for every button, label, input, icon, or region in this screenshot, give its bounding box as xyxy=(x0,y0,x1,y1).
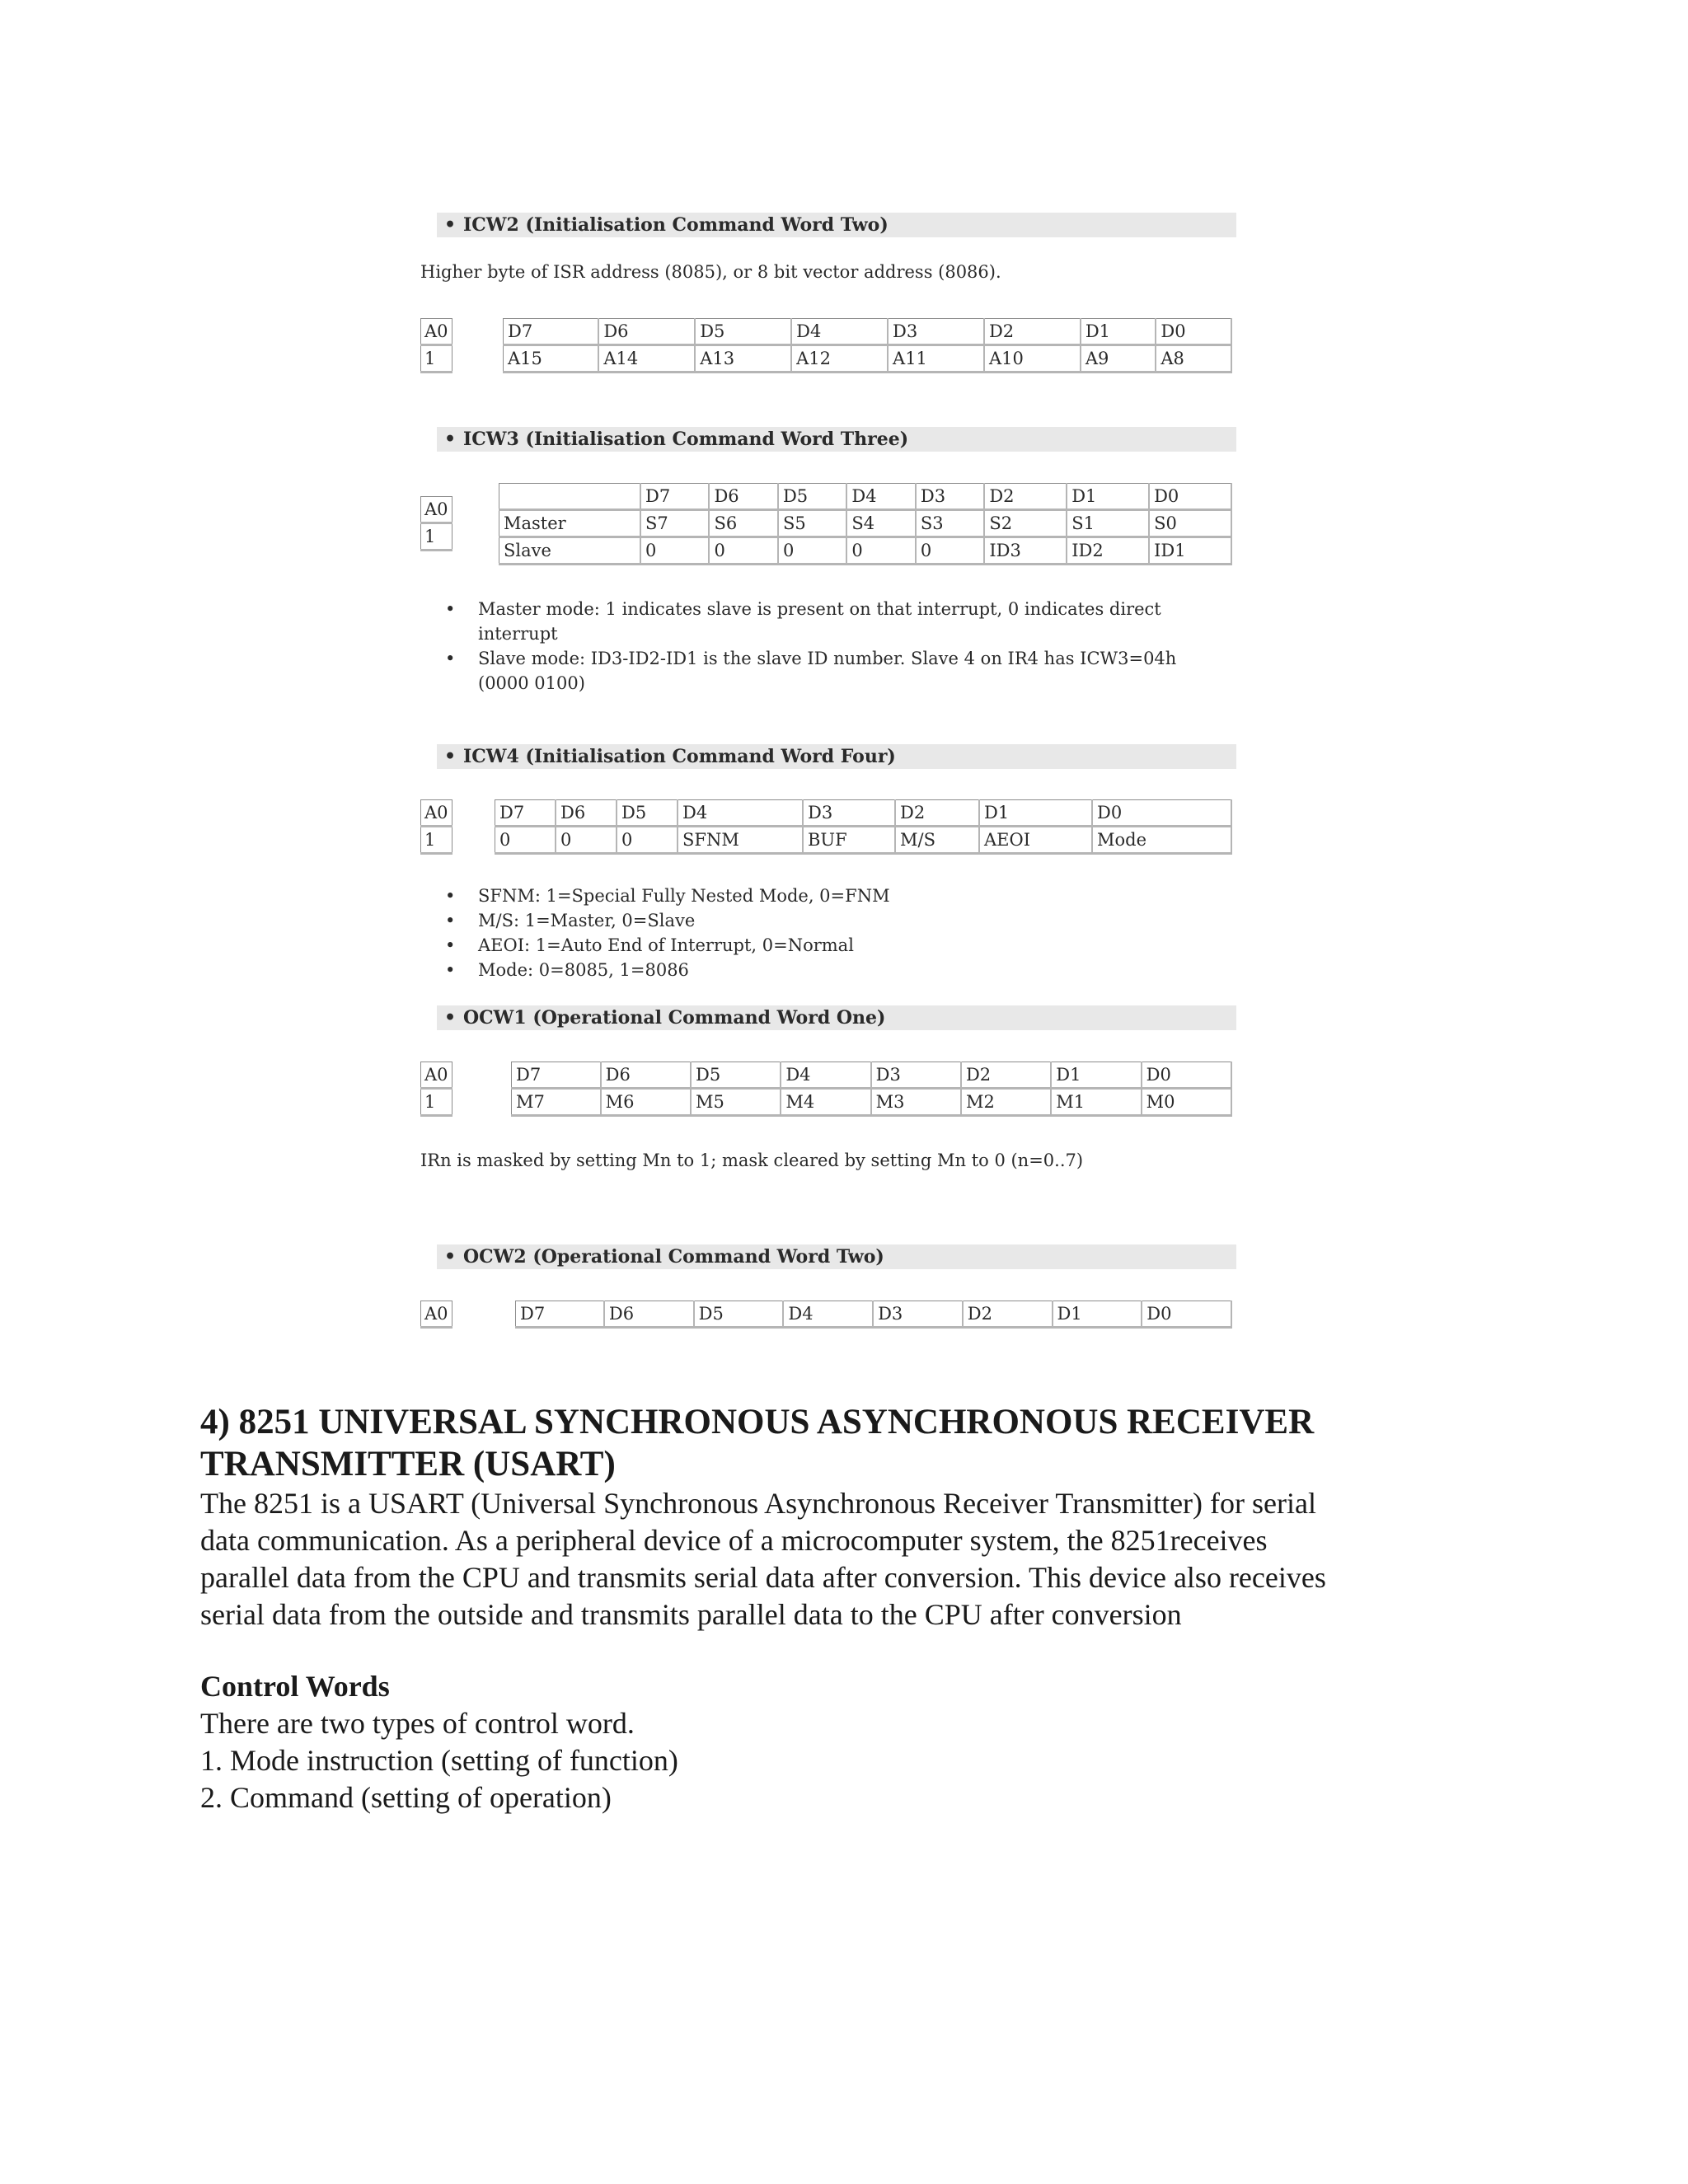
bit-header: D0 xyxy=(1149,484,1231,510)
bit-header: D2 xyxy=(984,484,1067,510)
bit-value: ID1 xyxy=(1149,537,1231,565)
usart-section xyxy=(200,1401,1486,1816)
bit-header: D6 xyxy=(598,319,695,345)
bit-value: M/S xyxy=(895,827,979,854)
list-item: • Mode: 0=8085, 1=8086 xyxy=(445,958,1187,982)
list-item: • SFNM: 1=Special Fully Nested Mode, 0=FNM xyxy=(445,883,1187,908)
bit-value: M6 xyxy=(601,1089,691,1116)
bit-header: D1 xyxy=(1081,319,1156,345)
row-label: Slave xyxy=(499,537,641,565)
ocw1-a0-table xyxy=(420,1062,452,1117)
bit-value: A9 xyxy=(1081,345,1156,373)
bit-value: BUF xyxy=(803,827,895,854)
bit-value: S0 xyxy=(1149,510,1231,537)
bit-header: D4 xyxy=(781,1062,870,1089)
section-heading-line-2: TRANSMITTER (USART) xyxy=(200,1445,616,1483)
bit-value: ID3 xyxy=(984,537,1067,565)
control-words-intro: There are two types of control word. xyxy=(200,1707,635,1740)
bit-header: D1 xyxy=(1051,1062,1141,1089)
bit-header: D2 xyxy=(895,800,979,827)
bit-value: M0 xyxy=(1142,1089,1231,1116)
bit-header: D3 xyxy=(916,484,984,510)
a0-value: 1 xyxy=(421,1089,452,1116)
icw2-a0-table xyxy=(420,318,452,373)
bit-value: S2 xyxy=(984,510,1067,537)
bit-value: A11 xyxy=(888,345,984,373)
bit-value: 0 xyxy=(846,537,915,565)
a0-label: A0 xyxy=(421,800,452,827)
icw3-heading: • ICW3 (Initialisation Command Word Three) xyxy=(437,427,1236,452)
bit-header: D7 xyxy=(504,319,599,345)
bit-value: 0 xyxy=(640,537,709,565)
bit-header: D0 xyxy=(1092,800,1231,827)
a0-label: A0 xyxy=(421,1301,452,1328)
bit-value: A13 xyxy=(695,345,791,373)
bit-value: M7 xyxy=(512,1089,601,1116)
bit-header: D2 xyxy=(984,319,1081,345)
bit-value: M1 xyxy=(1051,1089,1141,1116)
bit-header: D1 xyxy=(979,800,1092,827)
a0-label: A0 xyxy=(421,319,452,345)
bit-header: D7 xyxy=(512,1062,601,1089)
bit-header: D1 xyxy=(1067,484,1149,510)
bit-value: S5 xyxy=(778,510,846,537)
bit-value: 0 xyxy=(916,537,984,565)
paragraph-line: The 8251 is a USART (Universal Synchronous Asynchronous Receiver Transmitter) for serial xyxy=(200,1487,1316,1520)
bit-value: AEOI xyxy=(979,827,1092,854)
bit-header: D6 xyxy=(604,1301,694,1328)
icw3-a0-table xyxy=(420,496,452,551)
bit-header: D5 xyxy=(695,319,791,345)
bit-header: D5 xyxy=(694,1301,784,1328)
bit-header: D5 xyxy=(778,484,846,510)
bit-value: 0 xyxy=(495,827,556,854)
a0-value: 1 xyxy=(421,827,452,854)
bit-header: D4 xyxy=(783,1301,873,1328)
row-label: Master xyxy=(499,510,641,537)
bit-header: D6 xyxy=(601,1062,691,1089)
bit-value: ID2 xyxy=(1067,537,1149,565)
icw2-bit-table xyxy=(503,318,1232,373)
icw4-a0-table xyxy=(420,799,452,855)
list-item: 1. Mode instruction (setting of function) xyxy=(200,1744,678,1777)
a0-label: A0 xyxy=(421,497,452,523)
bit-header: D6 xyxy=(556,800,617,827)
bit-value: A15 xyxy=(504,345,599,373)
control-words-heading: Control Words xyxy=(200,1670,390,1703)
bit-header: D3 xyxy=(803,800,895,827)
a0-value: 1 xyxy=(421,523,452,551)
a0-label: A0 xyxy=(421,1062,452,1089)
bit-value: 0 xyxy=(778,537,846,565)
ocw1-bit-table xyxy=(511,1062,1232,1117)
bit-value: A10 xyxy=(984,345,1081,373)
bit-value: S3 xyxy=(916,510,984,537)
bit-header: D6 xyxy=(709,484,777,510)
bit-header: D5 xyxy=(691,1062,781,1089)
bit-header: D4 xyxy=(678,800,803,827)
bit-header: D1 xyxy=(1053,1301,1142,1328)
bit-header: D3 xyxy=(888,319,984,345)
bit-value: S6 xyxy=(709,510,777,537)
section-heading-line-1: 4) 8251 UNIVERSAL SYNCHRONOUS ASYNCHRONOUS RECEIVER xyxy=(200,1403,1315,1441)
ocw2-a0-table xyxy=(420,1301,452,1329)
icw2-heading: • ICW2 (Initialisation Command Word Two) xyxy=(437,213,1236,237)
bit-value: SFNM xyxy=(678,827,803,854)
bit-value: M4 xyxy=(781,1089,870,1116)
bit-value: 0 xyxy=(556,827,617,854)
bit-header: D7 xyxy=(495,800,556,827)
row-label-header xyxy=(499,484,641,510)
bit-value: M2 xyxy=(961,1089,1051,1116)
ocw2-heading: • OCW2 (Operational Command Word Two) xyxy=(437,1244,1236,1269)
bit-header: D0 xyxy=(1156,319,1231,345)
paragraph-line: parallel data from the CPU and transmits serial data after conversion. This device also receives xyxy=(200,1561,1326,1594)
bit-value: S1 xyxy=(1067,510,1149,537)
paragraph-line: serial data from the outside and transmits parallel data to the CPU after conversion xyxy=(200,1598,1182,1631)
list-item: 2. Command (setting of operation) xyxy=(200,1781,612,1814)
bit-value: M3 xyxy=(871,1089,961,1116)
bit-header: D7 xyxy=(640,484,709,510)
bit-value: S4 xyxy=(846,510,915,537)
bit-header: D0 xyxy=(1142,1301,1231,1328)
bit-value: 0 xyxy=(617,827,678,854)
ocw1-heading: • OCW1 (Operational Command Word One) xyxy=(437,1005,1236,1030)
bit-header: D0 xyxy=(1142,1062,1231,1089)
bit-header: D4 xyxy=(846,484,915,510)
paragraph-line: data communication. As a peripheral device of a microcomputer system, the 8251receives xyxy=(200,1524,1268,1557)
list-item: • Master mode: 1 indicates slave is present on that interrupt, 0 indicates direct interrupt xyxy=(445,597,1228,646)
icw4-bit-table xyxy=(495,799,1232,855)
bit-value: 0 xyxy=(709,537,777,565)
list-item: • M/S: 1=Master, 0=Slave xyxy=(445,908,1187,933)
bit-value: M5 xyxy=(691,1089,781,1116)
icw4-notes xyxy=(445,883,1187,982)
bit-value: S7 xyxy=(640,510,709,537)
bit-header: D2 xyxy=(961,1062,1051,1089)
ocw2-bit-table xyxy=(515,1301,1232,1329)
list-item: • Slave mode: ID3-ID2-ID1 is the slave ID number. Slave 4 on IR4 has ICW3=04h (0000 0100) xyxy=(445,646,1228,696)
bit-value: A8 xyxy=(1156,345,1231,373)
bit-value: Mode xyxy=(1092,827,1231,854)
bit-header: D7 xyxy=(516,1301,604,1328)
a0-value: 1 xyxy=(421,345,452,373)
bit-header: D5 xyxy=(617,800,678,827)
bit-header: D3 xyxy=(871,1062,961,1089)
icw3-notes xyxy=(445,597,1228,696)
list-item: • AEOI: 1=Auto End of Interrupt, 0=Normal xyxy=(445,933,1187,958)
bit-header: D2 xyxy=(963,1301,1053,1328)
bit-header: D3 xyxy=(873,1301,963,1328)
icw4-heading: • ICW4 (Initialisation Command Word Four) xyxy=(437,744,1236,769)
bit-value: A14 xyxy=(598,345,695,373)
ocw1-description: IRn is masked by setting Mn to 1; mask cleared by setting Mn to 0 (n=0..7) xyxy=(420,1151,1084,1170)
icw2-description: Higher byte of ISR address (8085), or 8 bit vector address (8086). xyxy=(420,262,1001,282)
bit-value: A12 xyxy=(791,345,888,373)
icw3-bit-table xyxy=(499,483,1232,565)
bit-header: D4 xyxy=(791,319,888,345)
